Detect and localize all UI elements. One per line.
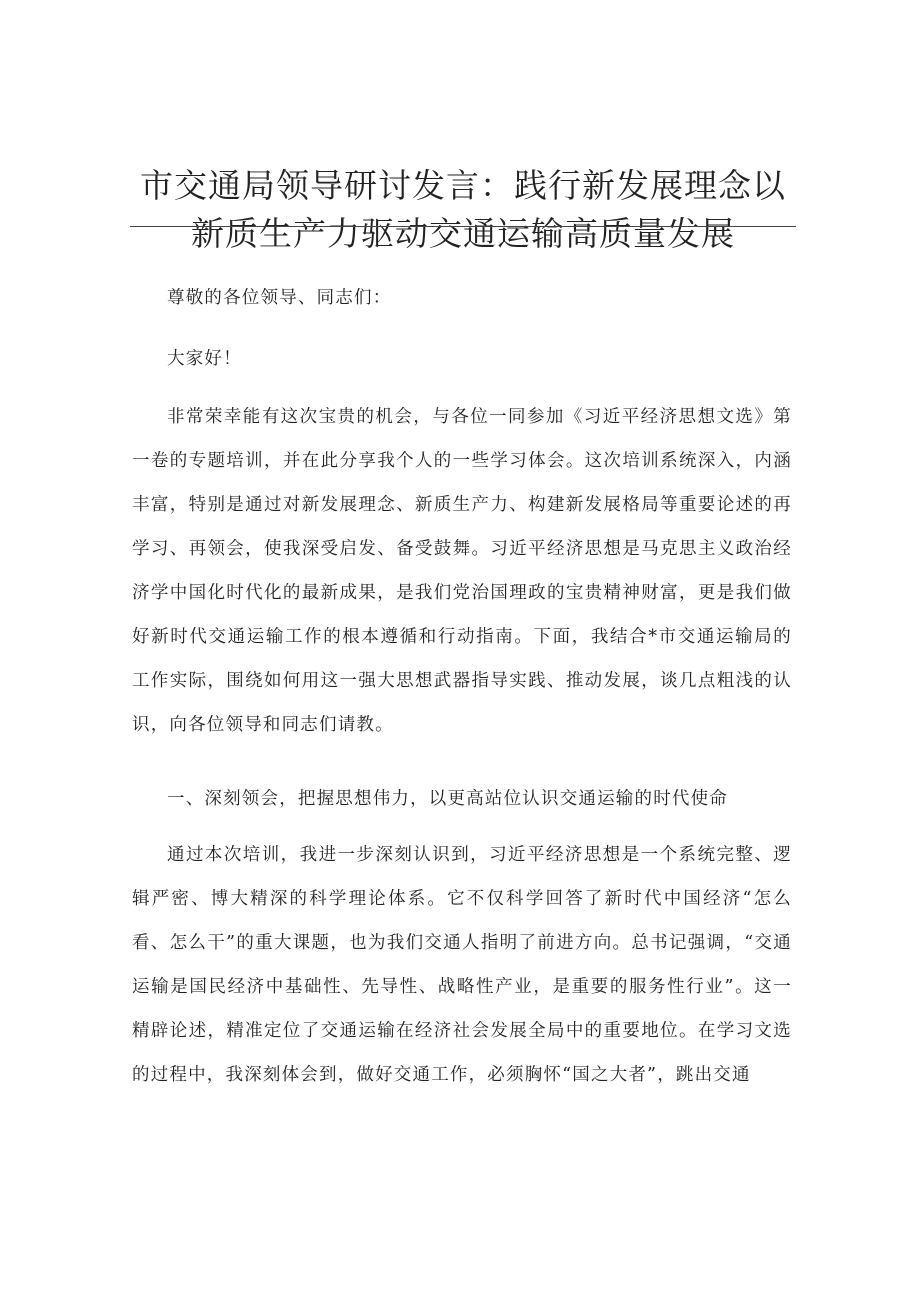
- title-underline: [130, 226, 796, 227]
- paragraph-intro-text: 非常荣幸能有这次宝贵的机会，与各位一同参加《习近平经济思想文选》第一卷的专题培训，并在此分享我个人的一些学习体会。这次培训系统深入，内涵丰富，特别是通过对新发展理念、新质生产力、构建新发展格局等重要论述的再学习、再领会，使我深受启发、备受鼓舞。习近平经济思想是马克思主义政治经济学中国化时代化的最新成果，是我们党治国理政的宝贵精神财富，更是我们做好新时代交通运输工作的根本遵循和行动指南。下面，我结合*市交通运输局的工作实际，围绕如何用这一强大思想武器指导实践、推动发展，谈几点粗浅的认识，向各位领导和同志们请教。: [132, 407, 792, 735]
- greeting-text: 大家好！: [167, 349, 242, 369]
- section-heading-1-text: 一、深刻领会，把握思想伟力，以更高站位认识交通运输的时代使命: [167, 789, 728, 809]
- section-heading-1: [132, 777, 792, 821]
- greeting: [132, 337, 792, 381]
- salutation-text: 尊敬的各位领导、同志们：: [167, 288, 392, 308]
- paragraph-section-1-text: 通过本次培训，我进一步深刻认识到，习近平经济思想是一个系统完整、逻辑严密、博大精深的科学理论体系。它不仅科学回答了新时代中国经济“怎么看、怎么干”的重大课题，也为我们交通人指明了前进方向。总书记强调，“交通运输是国民经济中基础性、先导性、战略性产业，是重要的服务性行业”。这一精辟论述，精准定位了交通运输在经济社会发展全局中的重要地位。在学习文选的过程中，我深刻体会到，做好交通工作，必须胸怀“国之大者”，跳出交通: [132, 845, 792, 1085]
- document-title: [130, 162, 796, 258]
- salutation: [132, 276, 792, 320]
- title-line-1: 市交通局领导研讨发言：践行新发展理念以: [140, 166, 786, 205]
- title-line-2: 新质生产力驱动交通运输高质量发展: [191, 214, 735, 253]
- paragraph-intro: [132, 395, 792, 747]
- paragraph-section-1: [132, 833, 792, 1097]
